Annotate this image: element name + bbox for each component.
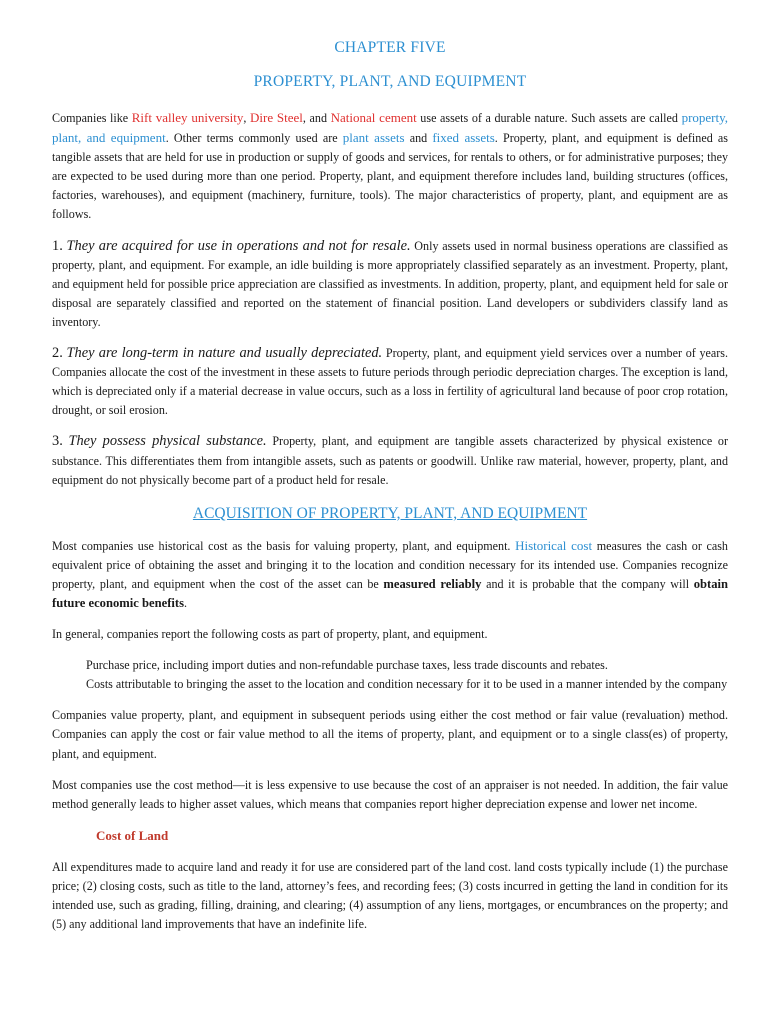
characteristic-lead: They are acquired for use in operations and not for resale.	[66, 237, 411, 254]
characteristic-lead: They possess physical substance.	[68, 433, 267, 450]
company-dire-steel: Dire Steel	[250, 110, 303, 125]
intro-text: . Other terms commonly used are	[165, 131, 343, 146]
acquisition-paragraph-2: In general, companies report the following costs as part of property, plant, and equipment.	[52, 627, 488, 642]
characteristic-number: 2.	[52, 345, 63, 362]
term-historical-cost: Historical cost	[515, 537, 593, 553]
intro-text: use assets of a durable nature. Such assets are called	[416, 111, 682, 125]
term-ppe: property, plant, and equipment	[52, 110, 729, 146]
characteristic-number: 1.	[52, 237, 63, 254]
intro-text: ,	[243, 111, 250, 125]
paragraph-text: Most companies use historical cost as the basis for valuing property, plant, and equipment.	[52, 538, 516, 553]
intro-text: , and	[302, 111, 331, 125]
acquisition-paragraph-3: Companies value property, plant, and equipment in subsequent periods using either the cost method or fair value (revaluation) method. Companies can apply the cost or fair value method to all the items of property, plant, and equipment or to a single class(es) of property, plant, and equipment.	[52, 708, 728, 761]
characteristic-text: Only assets used in normal business operations are classified as property, plant, and equipment. For example, an idle building is more appropriately classified separately as an investment. Property, plant, and equipment held for possible price appreciation are classified as investments. In addition, property, plant, and equipment held for sale or disposal are separately classified and reported on the statement of financial position. Land developers or subdividers classify land as inventory.	[52, 238, 728, 329]
company-rift-valley: Rift valley university	[131, 110, 244, 125]
section-heading-acquisition: ACQUISITION OF PROPERTY, PLANT, AND EQUIPMENT	[192, 504, 588, 522]
company-national-cement: National cement	[330, 110, 417, 125]
intro-paragraph	[52, 108, 728, 225]
term-measured-reliably: measured reliably	[383, 576, 482, 591]
acquisition-paragraph-4: Most companies use the cost method—it is less expensive to use because the cost of an appraiser is not needed. In addition, the fair value method generally leads to higher asset values, which means that companies report higher depreciation expense and lower net income.	[52, 777, 728, 811]
paragraph-text: and it is probable that the company will	[481, 576, 694, 591]
characteristic-text: Property, plant, and equipment are tangible assets characterized by physical existence or substance. This differentiates them from intangible assets, such as patents or goodwill. Unlike raw material, however, property, plant, and equipment do not physically become part of a product held for resale.	[52, 434, 729, 487]
intro-text: . Property, plant, and equipment is defined as tangible assets that are held for use in production or supply of goods and services, for rentals to others, or for administrative purposes; they are expected to be used during more than one period. Property, plant, and equipment therefore includes land, building structures (offices, factories, warehouses), and equipment (machinery, furniture, tools). The major characteristics of property, plant, and equipment are as follows.	[52, 131, 729, 222]
paragraph-text: .	[183, 595, 188, 610]
term-fixed-assets: fixed assets	[432, 130, 495, 146]
sub-heading-cost-of-land: Cost of Land	[96, 827, 169, 843]
characteristic-1	[52, 237, 728, 332]
characteristic-2	[52, 344, 728, 420]
acquisition-paragraph-1	[52, 536, 728, 613]
chapter-label: CHAPTER FIVE	[334, 39, 446, 56]
characteristic-number: 3.	[52, 433, 63, 450]
page-title: PROPERTY, PLANT, AND EQUIPMENT	[253, 73, 527, 90]
characteristic-lead: They are long-term in nature and usually depreciated.	[66, 345, 383, 362]
land-paragraph: All expenditures made to acquire land and ready it for use are considered part of the land cost. land costs typically include (1) the purchase price; (2) closing costs, such as title to the land, attorney’s fees, and recording fees; (3) costs incurred in getting the land in condition for its intended use, such as grading, filling, draining, and clearing; (4) assumption of any liens, mortgages, or encumbrances on the property; and (5) any additional land improvements that have an indefinite life.	[52, 859, 728, 932]
intro-text: Companies like	[52, 111, 132, 125]
characteristic-text: Property, plant, and equipment yield services over a number of years. Companies allocate the cost of the investment in these assets to future periods through periodic depreciation charges. The exception is land, which is depreciated only if a material decrease in value occurs, such as a loss in fertility of agricultural land because of poor crop rotation, drought, or soil erosion.	[52, 346, 729, 418]
term-plant-assets: plant assets	[342, 130, 405, 146]
term-future-benefits: obtain future economic benefits	[52, 576, 728, 610]
intro-text: and	[404, 131, 433, 146]
list-item: Purchase price, including import duties and non-refundable purchase taxes, less trade discounts and rebates.	[86, 658, 608, 673]
characteristic-3	[52, 432, 728, 489]
list-item: Costs attributable to bringing the asset to the location and condition necessary for it to be used in a manner intended by the company	[86, 677, 728, 692]
paragraph-text: measures the cash or cash equivalent price of obtaining the asset and bringing it to the location and condition necessary for its intended use. Companies recognize property, plant, and equipment when the cost of the asset can be	[52, 538, 728, 591]
